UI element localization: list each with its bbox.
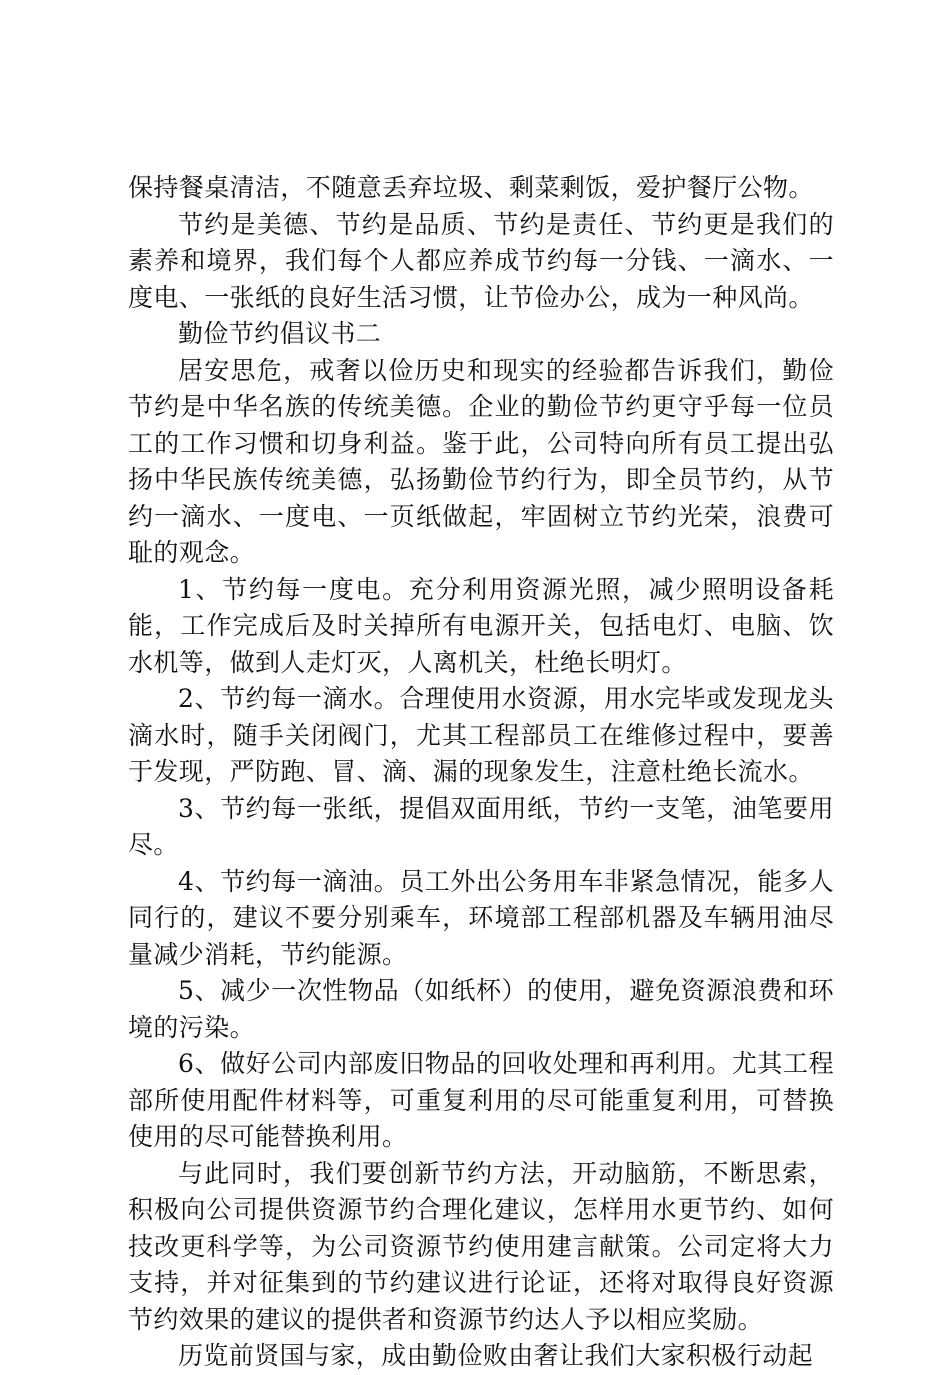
paragraph-closing: 历览前贤国与家，成由勤俭败由奢让我们大家积极行动起: [178, 1341, 814, 1370]
paragraph-introduction: 居安思危，戒奢以俭历史和现实的经验都告诉我们，勤俭节约是中华名族的传统美德。企业的勤俭节约更守乎每一位员工的工作习惯和切身利益。鉴于此，公司特向所有员工提出弘扬中华民族传统美德，弘扬勤俭节约行为，即全员节约，从节约一滴水、一度电、一页纸做起，牢固树立节约光荣，浪费可耻的观念。: [128, 355, 834, 567]
list-item-reduce-disposables: 5、减少一次性物品（如纸杯）的使用，避免资源浪费和环境的污染。: [128, 976, 834, 1042]
list-item-save-fuel: 4、节约每一滴油。员工外出公务用车非紧急情况，能多人同行的，建议不要分别乘车，环境部工程部机器及车辆用油尽量减少消耗，节约能源。: [128, 866, 834, 969]
list-item-save-paper: 3、节约每一张纸，提倡双面用纸，节约一支笔，油笔要用尽。: [128, 793, 834, 859]
list-item-recycling: 6、做好公司内部废旧物品的回收处理和再利用。尤其工程部所使用配件材料等，可重复利用的尽可能重复利用，可替换使用的尽可能替换利用。: [128, 1049, 834, 1151]
list-item-save-electricity: 1、节约每一度电。充分利用资源光照，减少照明设备耗能，工作完成后及时关掉所有电源开关，包括电灯、电脑、饮水机等，做到人走灯灭，人离机关，杜绝长明灯。: [128, 574, 834, 677]
paragraph-dining-hall-continuation: 保持餐桌清洁，不随意丢弃垃圾、剩菜剩饭，爱护餐厅公物。: [128, 173, 814, 202]
list-item-save-water: 2、节约每一滴水。合理使用水资源，用水完毕或发现龙头滴水时，随手关闭阀门，尤其工程部员工在维修过程中，要善于发现，严防跑、冒、滴、漏的现象发生，注意杜绝长流水。: [128, 684, 834, 786]
paragraph-innovation: 与此同时，我们要创新节约方法，开动脑筋，不断思索，积极向公司提供资源节约合理化建议，怎样用水更节约、如何技改更科学等，为公司资源节约使用建言献策。公司定将大力支持，并对征集到的节约建议进行论证，还将对取得良好资源节约效果的建议的提供者和资源节约达人予以相应奖励。: [128, 1158, 834, 1334]
paragraph-virtue-of-saving: 节约是美德、节约是品质、节约是责任、节约更是我们的素养和境界，我们每个人都应养成节约每一分钱、一滴水、一度电、一张纸的良好生活习惯，让节俭办公，成为一种风尚。: [128, 209, 834, 312]
document-body: [128, 170, 834, 1375]
section-heading-proposal-two: 勤俭节约倡议书二: [178, 319, 382, 348]
